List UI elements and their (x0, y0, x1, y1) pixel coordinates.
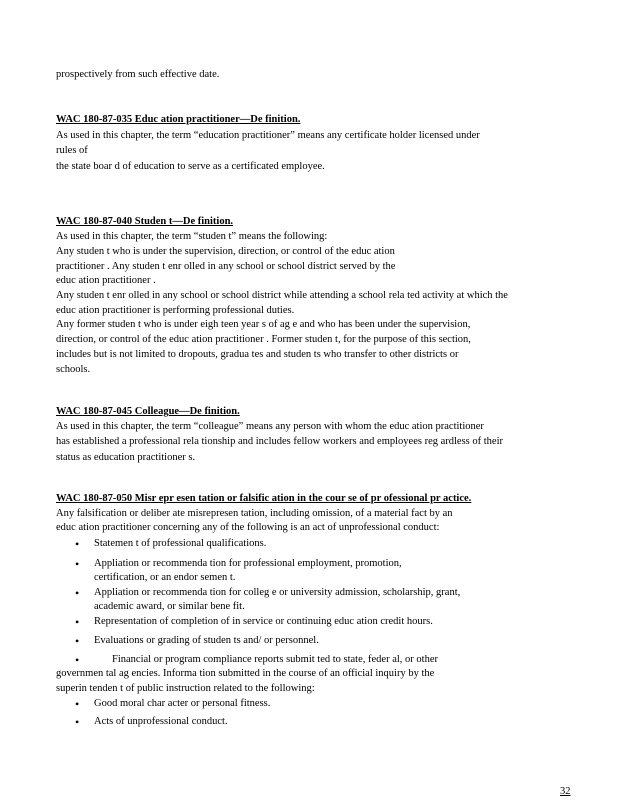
bullet-item-continuation: academic award, or similar bene fit. (94, 601, 245, 612)
bullet-icon: • (75, 586, 80, 600)
page-number: 32 (560, 786, 571, 797)
intro-text: prospectively from such effective date. (56, 69, 220, 80)
bullet-item: Statemen t of professional qualifications. (94, 538, 267, 549)
bullet-icon: • (75, 697, 80, 711)
section-035-line: As used in this chapter, the term “education practitioner” means any certificate holder licensed under (56, 130, 480, 141)
section-035-line: rules of (56, 145, 88, 156)
section-heading-045-text: WAC 180-87-045 Colleague—De finition. (56, 406, 240, 417)
bullet-icon: • (75, 615, 80, 629)
bullet-item: Evaluations or grading of studen ts and/ or personnel. (94, 635, 319, 646)
section-045-line: As used in this chapter, the term “colleague” means any person with whom the educ ation practitioner (56, 421, 484, 432)
section-040-line: educ ation practitioner . (56, 275, 156, 286)
section-050-line: Any falsification or deliber ate misrepresen tation, including omission, of a material fact by an (56, 508, 453, 519)
bullet-icon: • (75, 537, 80, 551)
section-heading-050-text: WAC 180-87-050 Misr epr esen tation or falsific ation in the cour se of pr ofessional pr actice. (56, 493, 472, 504)
section-heading-035-text: WAC 180-87-035 Educ ation practitioner—De finition. (56, 114, 301, 125)
financial-reports-continuation: governmen tal ag encies. Informa tion submitted in the course of an official inquiry by the (56, 668, 435, 679)
bullet-icon: • (75, 634, 80, 648)
bullet-item: Good moral char acter or personal fitness. (94, 698, 271, 709)
section-040-line: schools. (56, 364, 91, 375)
section-050-line: educ ation practitioner concerning any of the following is an act of unprofessional conduct: (56, 522, 440, 533)
section-040-line: practitioner . Any studen t enr olled in any school or school district served by the (56, 261, 396, 272)
bullet-item-continuation: certification, or an endor semen t. (94, 572, 236, 583)
section-040-line: includes but is not limited to dropouts, gradua tes and studen ts who transfer to other districts or (56, 349, 459, 360)
section-heading-040 (56, 216, 241, 228)
section-040-line: Any studen t enr olled in any school or school district while attending a school rela ted activity at which the (56, 290, 508, 301)
bullet-item: Appliation or recommenda tion for colleg e or university admission, scholarship, grant, (94, 587, 461, 598)
bullet-item: Appliation or recommenda tion for professional employment, promotion, (94, 558, 402, 569)
section-040-line: educ ation practitioner is performing professional duties. (56, 305, 295, 316)
section-040-line: direction, or control of the educ ation practitioner . Former studen t, for the purpose of this section, (56, 334, 471, 345)
bullet-icon: • (75, 653, 80, 667)
section-040-line: Any studen t who is under the supervision, direction, or control of the educ ation (56, 246, 395, 257)
section-heading-050 (56, 493, 479, 505)
section-040-line: As used in this chapter, the term “studen t” means the following: (56, 231, 328, 242)
financial-reports-continuation: superin tenden t of public instruction related to the following: (56, 683, 315, 694)
section-040-line: Any former studen t who is under eigh teen year s of ag e and who has been under the supervision, (56, 319, 471, 330)
section-035-line: the state boar d of education to serve as a certificated employee. (56, 161, 325, 172)
section-heading-045 (56, 406, 248, 418)
bullet-icon: • (75, 557, 80, 571)
section-heading-035 (56, 114, 308, 126)
bullet-item: Representation of completion of in service or continuing educ ation credit hours. (94, 616, 433, 627)
section-heading-040-text: WAC 180-87-040 Studen t—De finition. (56, 216, 234, 227)
financial-reports-text: Financial or program compliance reports submit ted to state, feder al, or other (112, 654, 438, 665)
bullet-icon: • (75, 715, 80, 729)
bullet-item: Acts of unprofessional conduct. (94, 716, 228, 727)
section-045-line: has established a professional rela tionship and includes fellow workers and employees reg ardless of their (56, 436, 503, 447)
section-045-line: status as education practitioner s. (56, 452, 196, 463)
